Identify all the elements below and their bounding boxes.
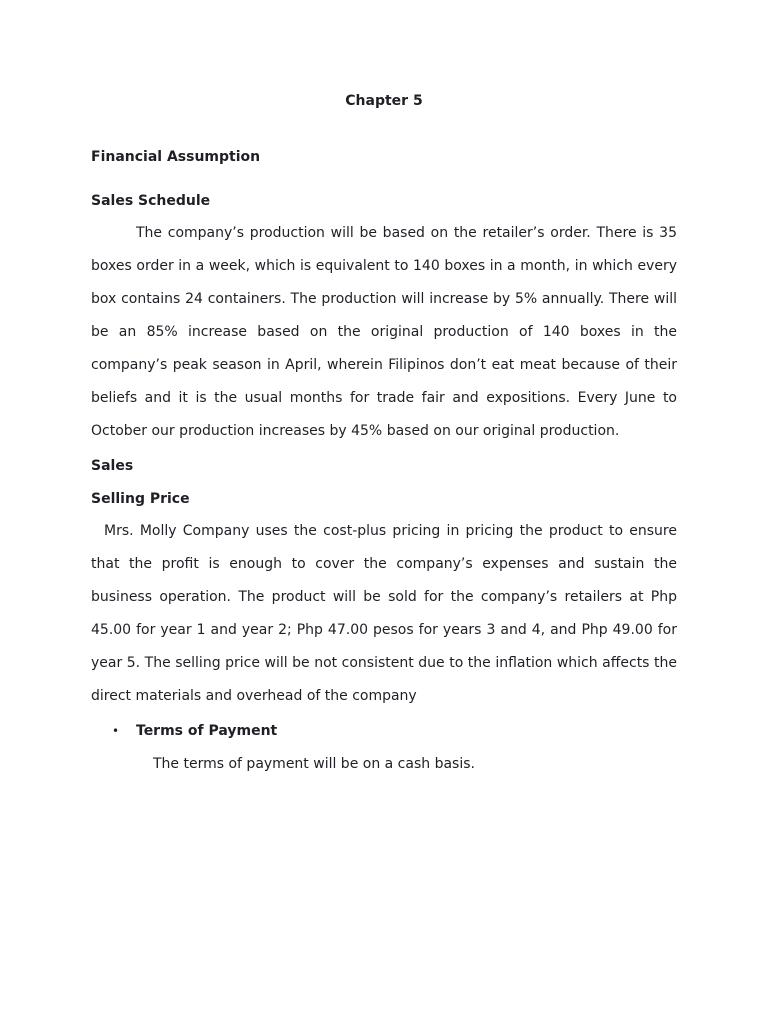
section-title: Financial Assumption [91,149,261,165]
sales-schedule-paragraph: The company’s production will be based on the retailer’s order. There is 35 boxes order in a week, which is equivalent to 140 boxes in a month, in which every box contains 24 containers. The production will increase by 5% annually. There will be an 85% increase based on the original production of 140 boxes in the company’s peak season in April, wherein Filipinos don’t eat meat because of their beliefs and it is the usual months for trade fair and expositions. Every June to October our production increases by 45% based on our original production. [91,225,677,439]
sales-heading: Sales [91,458,134,474]
terms-of-payment-heading: Terms of Payment [136,723,278,739]
chapter-title: Chapter 5 [345,93,423,109]
terms-of-payment-item [91,721,677,741]
terms-of-payment-text: The terms of payment will be on a cash basis. [153,756,475,772]
selling-price-paragraph: Mrs. Molly Company uses the cost-plus pricing in pricing the product to ensure that the profit is enough to cover the company’s expenses and sustain the business operation. The product will be sold for the company’s retailers at Php 45.00 for year 1 and year 2; Php 47.00 pesos for years 3 and 4, and Php 49.00 for year 5. The selling price will be not consistent due to the inflation which affects the direct materials and overhead of the company [91,523,677,704]
bullet-icon: • [112,724,120,738]
selling-price-heading: Selling Price [91,491,190,507]
sales-schedule-heading: Sales Schedule [91,193,211,209]
